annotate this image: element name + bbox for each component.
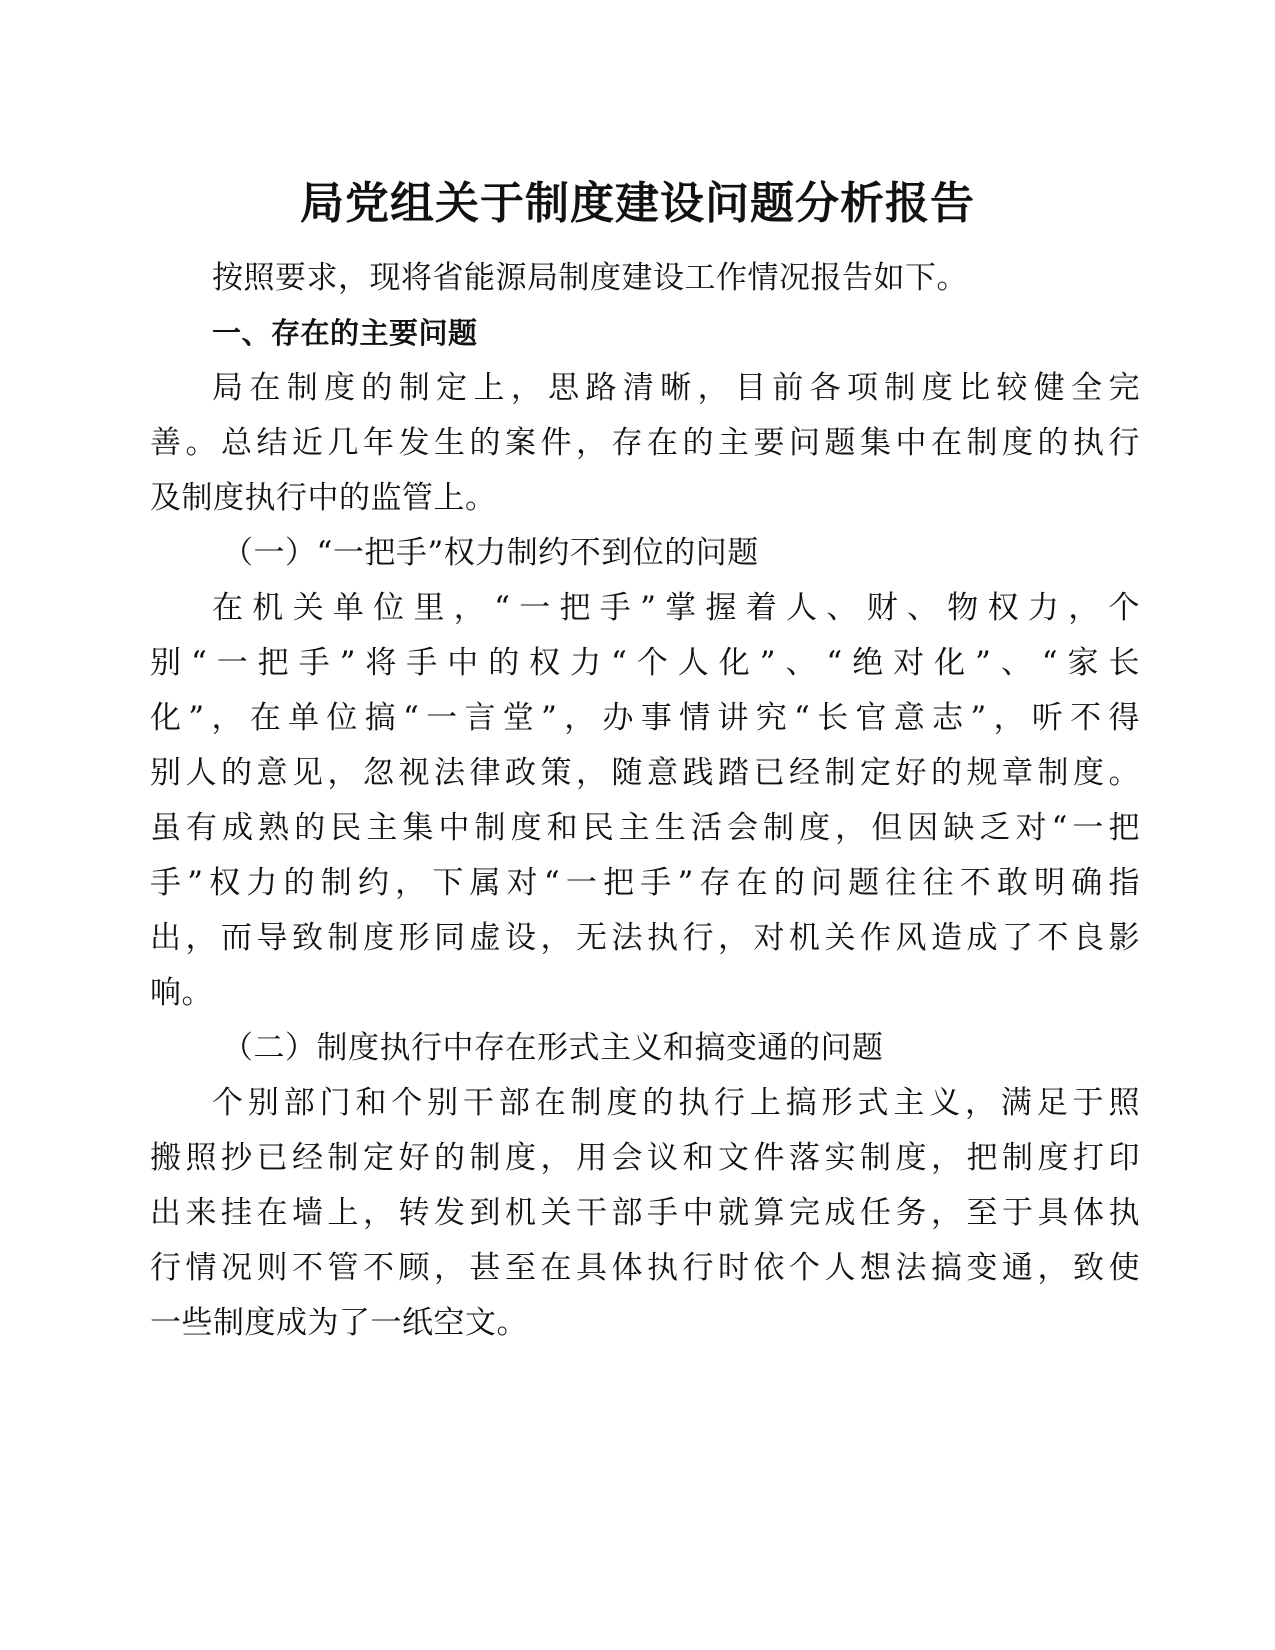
paragraph-line: 行情况则不管不顾，甚至在具体执行时依个人想法搞变通，致使: [150, 1250, 1140, 1286]
paragraph-line: 局在制度的制定上，思路清晰，目前各项制度比较健全完: [212, 370, 1140, 406]
paragraph-line: 个别部门和个别干部在制度的执行上搞形式主义，满足于照: [212, 1085, 1140, 1121]
paragraph-line: 别“一把手”将手中的权力“个人化”、“绝对化”、“家长: [150, 645, 1140, 681]
paragraph-line: 一些制度成为了一纸空文。: [150, 1305, 528, 1341]
paragraph-line: 出来挂在墙上，转发到机关干部手中就算完成任务，至于具体执: [150, 1195, 1140, 1231]
paragraph-line: 善。总结近几年发生的案件，存在的主要问题集中在制度的执行: [150, 425, 1140, 461]
document-title: 局党组关于制度建设问题分析报告: [300, 178, 975, 229]
paragraph-line: 手”权力的制约，下属对“一把手”存在的问题往往不敢明确指: [150, 865, 1140, 901]
subsection-heading-1: （一）“一把手”权力制约不到位的问题: [222, 535, 759, 571]
paragraph-line: 别人的意见，忽视法律政策，随意践踏已经制定好的规章制度。: [150, 755, 1140, 791]
paragraph-line: 虽有成熟的民主集中制度和民主生活会制度，但因缺乏对“一把: [150, 810, 1140, 846]
intro-paragraph: 按照要求，现将省能源局制度建设工作情况报告如下。: [212, 260, 968, 296]
paragraph-line: 搬照抄已经制定好的制度，用会议和文件落实制度，把制度打印: [150, 1140, 1140, 1176]
subsection-heading-2: （二）制度执行中存在形式主义和搞变通的问题: [222, 1030, 884, 1066]
paragraph-line: 化”，在单位搞“一言堂”，办事情讲究“长官意志”，听不得: [150, 700, 1140, 736]
section-heading-main-problems: 一、存在的主要问题: [212, 316, 478, 350]
paragraph-line: 及制度执行中的监管上。: [150, 480, 497, 516]
paragraph-line: 在机关单位里，“一把手”掌握着人、财、物权力，个: [212, 590, 1140, 626]
paragraph-line: 响。: [150, 975, 213, 1011]
paragraph-line: 出，而导致制度形同虚设，无法执行，对机关作风造成了不良影: [150, 920, 1140, 956]
